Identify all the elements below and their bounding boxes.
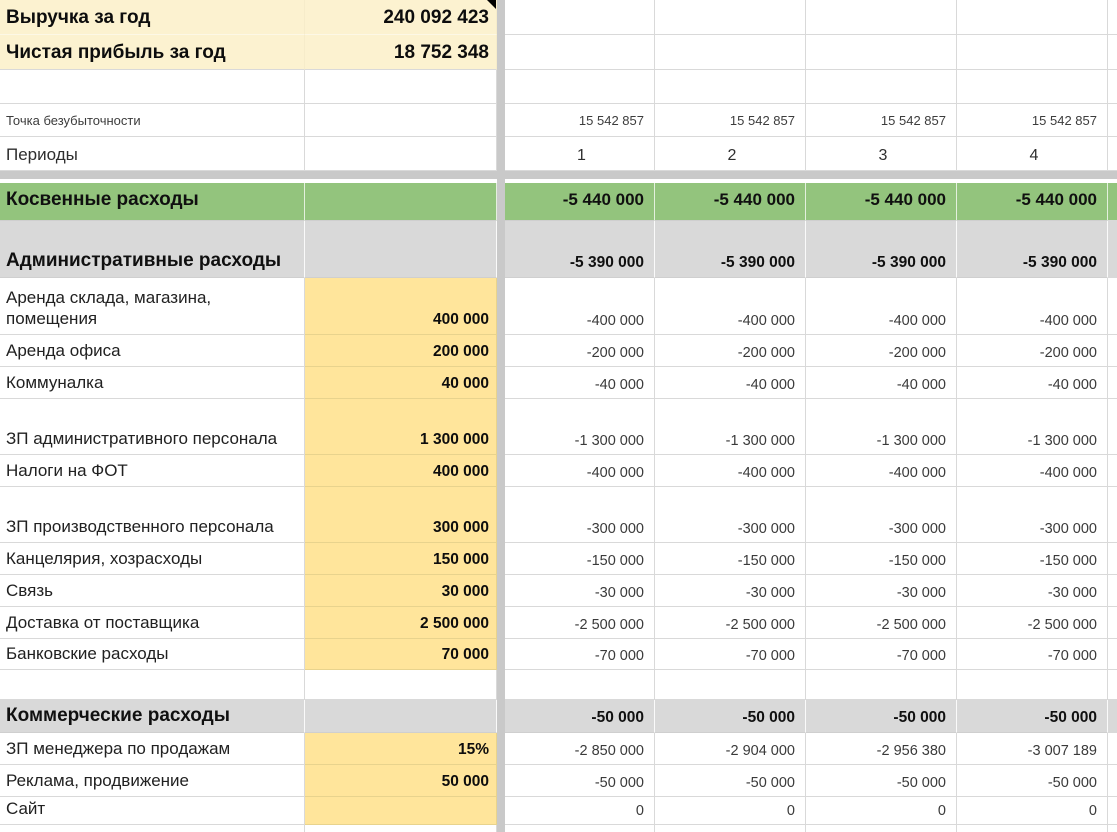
cell-empty[interactable] xyxy=(655,35,806,70)
cell-p3[interactable]: -2 956 380 xyxy=(806,733,957,765)
cell-sliver xyxy=(1108,487,1117,543)
cell-sliver xyxy=(1108,670,1117,700)
cell-item-input[interactable]: 70 000 xyxy=(305,639,497,670)
row-item-communication xyxy=(0,575,1117,607)
cell-net-profit-label[interactable]: Чистая прибыль за год xyxy=(0,35,305,70)
cell-p3[interactable]: -1 300 000 xyxy=(806,399,957,455)
cell-p3[interactable]: -30 000 xyxy=(806,575,957,607)
cell-item-label[interactable]: ЗП менеджера по продажам xyxy=(0,733,305,765)
cell-section-input[interactable] xyxy=(305,700,497,733)
cell-section-label[interactable]: Коммерческие расходы xyxy=(0,700,305,733)
cell-p4[interactable]: -30 000 xyxy=(957,575,1108,607)
cell-sliver xyxy=(1108,278,1117,335)
frozen-column-divider xyxy=(497,700,505,733)
cell-p2[interactable]: -50 000 xyxy=(655,700,806,733)
frozen-column-divider xyxy=(497,137,505,171)
frozen-row-divider xyxy=(0,171,1117,179)
cell-empty[interactable] xyxy=(305,137,497,171)
row-item-rent-warehouse xyxy=(0,278,1117,335)
cell-sliver xyxy=(1108,221,1117,278)
cell-p4[interactable]: -1 300 000 xyxy=(957,399,1108,455)
cell-p3[interactable]: -70 000 xyxy=(806,639,957,670)
cell-sliver xyxy=(1108,607,1117,639)
cell-p4[interactable]: -200 000 xyxy=(957,335,1108,367)
cell-empty[interactable] xyxy=(806,670,957,700)
frozen-column-divider xyxy=(497,607,505,639)
frozen-column-divider xyxy=(497,765,505,797)
cell-empty[interactable] xyxy=(806,825,957,832)
cell-p2[interactable]: -70 000 xyxy=(655,639,806,670)
cell-periods-label[interactable]: Периоды xyxy=(0,137,305,171)
cell-item-label[interactable]: Аренда склада, магазина, помещения xyxy=(0,278,305,335)
cell-empty[interactable] xyxy=(655,0,806,35)
cell-p4[interactable]: -70 000 xyxy=(957,639,1108,670)
row-section-admin-expenses xyxy=(0,221,1117,278)
revenue-value: 240 092 423 xyxy=(383,7,489,28)
cell-empty[interactable] xyxy=(806,0,957,35)
cell-item-input[interactable] xyxy=(305,797,497,825)
frozen-column-divider xyxy=(497,639,505,670)
row-item-payroll-taxes xyxy=(0,455,1117,487)
cell-empty[interactable] xyxy=(957,0,1108,35)
frozen-column-divider xyxy=(497,183,505,221)
frozen-column-divider xyxy=(497,221,505,278)
frozen-column-divider xyxy=(497,575,505,607)
row-revenue xyxy=(0,0,1117,35)
cell-p2[interactable]: -200 000 xyxy=(655,335,806,367)
cell-sliver xyxy=(1108,639,1117,670)
cell-empty[interactable] xyxy=(305,104,497,137)
cell-p3[interactable]: -2 500 000 xyxy=(806,607,957,639)
row-item-advertising xyxy=(0,765,1117,797)
cell-item-input[interactable]: 300 000 xyxy=(305,487,497,543)
cell-p4[interactable]: -50 000 xyxy=(957,700,1108,733)
cell-p1[interactable]: -1 300 000 xyxy=(505,399,655,455)
cell-sliver xyxy=(1108,825,1117,832)
cell-p4[interactable]: 0 xyxy=(957,797,1108,825)
row-item-admin-staff-salary xyxy=(0,399,1117,455)
cell-period-4[interactable]: 4 xyxy=(957,137,1108,171)
cell-item-input[interactable]: 30 000 xyxy=(305,575,497,607)
cell-p4[interactable]: -2 500 000 xyxy=(957,607,1108,639)
cell-period-1[interactable]: 1 xyxy=(505,137,655,171)
cell-sliver xyxy=(1108,137,1117,171)
row-item-website xyxy=(0,797,1117,825)
frozen-column-divider xyxy=(497,278,505,335)
cell-p3[interactable]: -400 000 xyxy=(806,455,957,487)
frozen-column-divider xyxy=(497,825,505,832)
cell-sliver xyxy=(1108,733,1117,765)
cell-revenue-value[interactable] xyxy=(305,0,497,35)
cell-p2[interactable]: -5 390 000 xyxy=(655,221,806,278)
cell-p3[interactable]: -50 000 xyxy=(806,700,957,733)
cell-empty[interactable] xyxy=(655,70,806,104)
frozen-column-divider xyxy=(497,367,505,399)
cell-p2[interactable]: -300 000 xyxy=(655,487,806,543)
cell-p1[interactable]: -150 000 xyxy=(505,543,655,575)
cell-sliver xyxy=(1108,700,1117,733)
cell-section-input[interactable] xyxy=(305,183,497,221)
cell-p3[interactable]: -200 000 xyxy=(806,335,957,367)
cell-empty[interactable] xyxy=(806,35,957,70)
cell-p2[interactable]: -30 000 xyxy=(655,575,806,607)
row-item-production-staff-salary xyxy=(0,487,1117,543)
cell-item-label[interactable]: Реклама, продвижение xyxy=(0,765,305,797)
cell-empty[interactable] xyxy=(305,70,497,104)
cell-p4[interactable]: -40 000 xyxy=(957,367,1108,399)
cell-breakeven-p2[interactable]: 15 542 857 xyxy=(655,104,806,137)
cell-sliver xyxy=(1108,765,1117,797)
cell-sliver xyxy=(1108,0,1117,35)
cell-item-label[interactable]: Аренда офиса xyxy=(0,335,305,367)
cell-p3[interactable]: -5 390 000 xyxy=(806,221,957,278)
row-net-profit xyxy=(0,35,1117,70)
cell-p2[interactable]: 0 xyxy=(655,797,806,825)
row-item-sales-manager-salary xyxy=(0,733,1117,765)
cell-period-2[interactable]: 2 xyxy=(655,137,806,171)
cell-p1[interactable]: -400 000 xyxy=(505,455,655,487)
cell-empty[interactable] xyxy=(505,670,655,700)
cell-p3[interactable]: -40 000 xyxy=(806,367,957,399)
cell-p2[interactable]: -2 500 000 xyxy=(655,607,806,639)
cell-p3[interactable]: -50 000 xyxy=(806,765,957,797)
frozen-column-divider xyxy=(497,0,505,35)
cell-item-label[interactable]: ЗП административного персонала xyxy=(0,399,305,455)
row-periods xyxy=(0,137,1117,171)
cell-item-input[interactable]: 200 000 xyxy=(305,335,497,367)
row-item-bank-expenses xyxy=(0,639,1117,670)
cell-p2[interactable]: -400 000 xyxy=(655,278,806,335)
cell-sliver xyxy=(1108,335,1117,367)
cell-sliver xyxy=(1108,70,1117,104)
row-empty xyxy=(0,670,1117,700)
cell-sliver xyxy=(1108,183,1117,221)
frozen-column-divider xyxy=(497,797,505,825)
cell-sliver xyxy=(1108,367,1117,399)
cell-section-input[interactable] xyxy=(305,221,497,278)
frozen-column-divider xyxy=(497,35,505,70)
cell-p3[interactable]: -400 000 xyxy=(806,278,957,335)
cell-p1[interactable]: 0 xyxy=(505,797,655,825)
cell-p1[interactable]: -5 390 000 xyxy=(505,221,655,278)
cell-p1[interactable]: -200 000 xyxy=(505,335,655,367)
cell-p4[interactable]: -50 000 xyxy=(957,765,1108,797)
cell-sliver xyxy=(1108,797,1117,825)
cell-sliver xyxy=(1108,35,1117,70)
cell-p4[interactable]: -300 000 xyxy=(957,487,1108,543)
cell-empty[interactable] xyxy=(505,825,655,832)
row-section-commercial-expenses xyxy=(0,700,1117,733)
cell-p3[interactable]: 0 xyxy=(806,797,957,825)
cell-p4[interactable]: -5 440 000 xyxy=(957,183,1108,221)
cell-item-input[interactable]: 400 000 xyxy=(305,455,497,487)
cell-period-3[interactable]: 3 xyxy=(806,137,957,171)
row-breakeven xyxy=(0,104,1117,137)
frozen-column-divider xyxy=(497,104,505,137)
cell-empty[interactable] xyxy=(655,670,806,700)
cell-section-label[interactable]: Административные расходы xyxy=(0,221,305,278)
cell-p1[interactable]: -50 000 xyxy=(505,765,655,797)
cell-p3[interactable]: -150 000 xyxy=(806,543,957,575)
cell-breakeven-p1[interactable]: 15 542 857 xyxy=(505,104,655,137)
cell-p2[interactable]: -2 904 000 xyxy=(655,733,806,765)
cell-empty[interactable] xyxy=(0,825,305,832)
cell-sliver xyxy=(1108,104,1117,137)
cell-item-label[interactable]: Налоги на ФОТ xyxy=(0,455,305,487)
cell-item-label[interactable]: Сайт xyxy=(0,797,305,825)
frozen-column-divider xyxy=(497,70,505,104)
cell-empty[interactable] xyxy=(957,825,1108,832)
row-item-rent-office xyxy=(0,335,1117,367)
cell-p1[interactable]: -400 000 xyxy=(505,278,655,335)
cell-sliver xyxy=(1108,543,1117,575)
cell-p1[interactable]: -40 000 xyxy=(505,367,655,399)
cell-p2[interactable]: -40 000 xyxy=(655,367,806,399)
cell-p1[interactable]: -30 000 xyxy=(505,575,655,607)
cell-section-label[interactable]: Косвенные расходы xyxy=(0,183,305,221)
cell-p3[interactable]: -300 000 xyxy=(806,487,957,543)
cell-empty[interactable] xyxy=(806,70,957,104)
cell-p1[interactable]: -2 850 000 xyxy=(505,733,655,765)
cell-item-input[interactable]: 15% xyxy=(305,733,497,765)
cell-item-label[interactable]: ЗП производственного персонала xyxy=(0,487,305,543)
row-item-supplier-delivery xyxy=(0,607,1117,639)
frozen-column-divider xyxy=(497,399,505,455)
cell-breakeven-p4[interactable]: 15 542 857 xyxy=(957,104,1108,137)
cell-p1[interactable]: -5 440 000 xyxy=(505,183,655,221)
cell-p2[interactable]: -5 440 000 xyxy=(655,183,806,221)
cell-item-input[interactable]: 50 000 xyxy=(305,765,497,797)
cell-p4[interactable]: -400 000 xyxy=(957,278,1108,335)
cell-net-profit-value[interactable]: 18 752 348 xyxy=(305,35,497,70)
cell-p1[interactable]: -50 000 xyxy=(505,700,655,733)
cell-item-label[interactable]: Связь xyxy=(0,575,305,607)
row-section-indirect-expenses xyxy=(0,183,1117,221)
cell-p1[interactable]: -2 500 000 xyxy=(505,607,655,639)
cell-p4[interactable]: -400 000 xyxy=(957,455,1108,487)
cell-p2[interactable]: -1 300 000 xyxy=(655,399,806,455)
cell-p1[interactable]: -300 000 xyxy=(505,487,655,543)
cell-item-label[interactable]: Коммуналка xyxy=(0,367,305,399)
cell-empty[interactable] xyxy=(957,70,1108,104)
cell-p4[interactable]: -3 007 189 xyxy=(957,733,1108,765)
cell-revenue-label[interactable]: Выручка за год xyxy=(0,0,305,35)
cell-p2[interactable]: -400 000 xyxy=(655,455,806,487)
cell-note-marker xyxy=(487,0,496,9)
frozen-column-divider xyxy=(497,733,505,765)
frozen-column-divider xyxy=(497,543,505,575)
frozen-column-divider xyxy=(497,670,505,700)
cell-sliver xyxy=(1108,455,1117,487)
frozen-column-divider xyxy=(497,487,505,543)
cell-item-label[interactable]: Канцелярия, хозрасходы xyxy=(0,543,305,575)
row-item-utilities xyxy=(0,367,1117,399)
cell-empty[interactable] xyxy=(655,825,806,832)
frozen-column-divider xyxy=(497,335,505,367)
cell-p4[interactable]: -5 390 000 xyxy=(957,221,1108,278)
cell-empty[interactable] xyxy=(505,0,655,35)
cell-item-input[interactable]: 1 300 000 xyxy=(305,399,497,455)
frozen-column-divider xyxy=(497,455,505,487)
row-partial xyxy=(0,825,1117,832)
cell-p3[interactable]: -5 440 000 xyxy=(806,183,957,221)
cell-p4[interactable]: -150 000 xyxy=(957,543,1108,575)
cell-empty[interactable] xyxy=(305,670,497,700)
cell-empty[interactable] xyxy=(0,670,305,700)
cell-empty[interactable] xyxy=(305,825,497,832)
cell-item-input[interactable]: 150 000 xyxy=(305,543,497,575)
cell-sliver xyxy=(1108,575,1117,607)
row-item-stationery xyxy=(0,543,1117,575)
cell-empty[interactable] xyxy=(505,35,655,70)
cell-item-label[interactable]: Доставка от поставщика xyxy=(0,607,305,639)
cell-empty[interactable] xyxy=(957,670,1108,700)
row-empty xyxy=(0,70,1117,104)
cell-p1[interactable]: -70 000 xyxy=(505,639,655,670)
cell-item-input[interactable]: 400 000 xyxy=(305,278,497,335)
cell-empty[interactable] xyxy=(505,70,655,104)
cell-item-input[interactable]: 40 000 xyxy=(305,367,497,399)
cell-breakeven-p3[interactable]: 15 542 857 xyxy=(806,104,957,137)
cell-p2[interactable]: -150 000 xyxy=(655,543,806,575)
cell-empty[interactable] xyxy=(0,70,305,104)
cell-sliver xyxy=(1108,399,1117,455)
cell-item-input[interactable]: 2 500 000 xyxy=(305,607,497,639)
cell-p2[interactable]: -50 000 xyxy=(655,765,806,797)
cell-empty[interactable] xyxy=(957,35,1108,70)
cell-breakeven-label[interactable]: Точка безубыточности xyxy=(0,104,305,137)
cell-item-label[interactable]: Банковские расходы xyxy=(0,639,305,670)
